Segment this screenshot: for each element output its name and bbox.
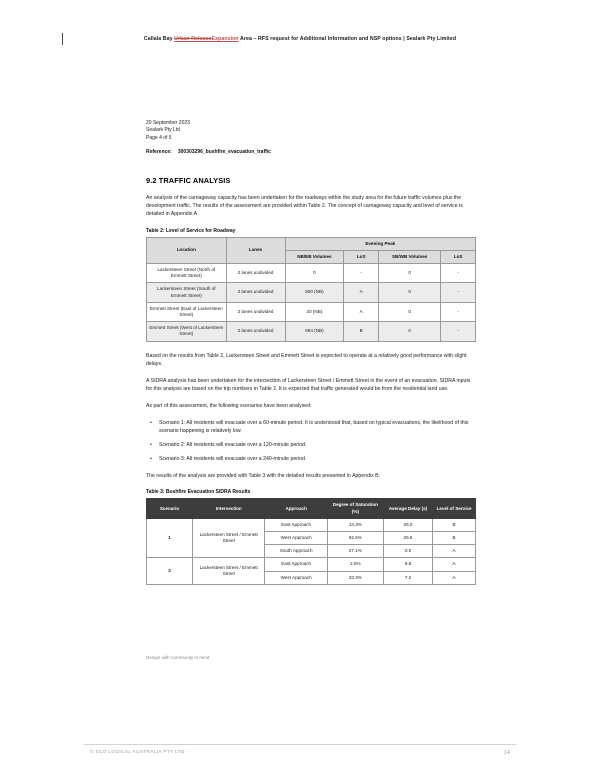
table2-cell-lanes: 2 lanes undivided [226,322,285,341]
table2-cell-location: Emmett Street (East of Lackersteen Street) [147,302,227,321]
table3-cell-degree: 33.3% [327,571,383,584]
table-row [147,302,476,321]
running-header-strikethrough: Urban Release [174,36,212,42]
table3-th-level: Level of Service [433,499,476,518]
table2-th-evening-peak: Evening Peak [285,237,476,250]
list-item: • Scenario 2: All residents will evacuate over a 120-minute period. [159,441,476,449]
table-row [147,322,476,341]
table3-th-delay: Average Delay (s) [383,499,432,518]
table2-th-los-1: LoS [344,250,379,263]
paragraph-analysis-intro-text: An analysis of the carriageway capacity has been undertaken for the roadways within the study area for the future traffic volumes plus the development traffic. The results of the assessment are provided within Table 2. The concept of carriageway capacity and level of service is detailed in Appendix A [146,195,463,218]
table2-cell-location: Lackersteen Street (North of Emmett Street) [147,263,227,282]
list-item: • Scenario 3: All residents will evacuate over a 240-minute period. [159,455,476,463]
table3-cell-approach: East Approach [265,518,328,531]
table3-cell-degree: 2.5% [327,558,383,571]
table2-cell-lanes: 2 lanes undivided [226,263,285,282]
table3-cell-level: A [433,571,476,584]
meta-page: Page 4 of 5 [146,134,172,141]
table3-th-intersection: Intersection [193,499,265,518]
table3-cell-approach: South Approach [265,545,328,558]
document-body [146,120,476,595]
meta-client: Sealark Pty Ltd [146,127,180,134]
table3-cell-degree: 27.1% [327,545,383,558]
tagline: Design with community in mind [146,655,210,660]
table2-cell-los2: - [441,322,476,341]
table-row [147,263,476,282]
table2-cell-los1: A [344,302,379,321]
table3-header-row [147,499,476,518]
reference-value: 300303296_bushfire_evacuation_traffic [177,149,271,156]
table2-cell-lanes: 2 lanes undivided [226,302,285,321]
table3-cell-intersection: Lackersteen Street / Emmett Street [193,558,265,584]
table2-cell-sbwb: 0 [378,283,440,302]
table3-cell-level: B [433,518,476,531]
table2-cell-nbeb: 0 [285,263,344,282]
table2-cell-los2: - [441,283,476,302]
paragraph-sidra-analysis: A SIDRA analysis has been undertaken for the intersection of Lackersteen Street / Emmett Street in the event of an evacuation. SIDRA inputs for this analysis are based on the trip numbers in Table 2. It is expected that traffic generated would be from the residential land use. [146,377,471,392]
table2-cell-los1: A [344,283,379,302]
table2-cell-location: Lackersteen Street (South of Emmett Street) [147,283,227,302]
table2-cell-los2: - [441,302,476,321]
section-heading: 9.2 TRAFFIC ANALYSIS [146,176,231,186]
document-meta [146,120,476,142]
table2-cell-sbwb: 0 [378,322,440,341]
table-level-of-service [146,237,476,342]
running-header [0,36,600,42]
table3-cell-approach: West Approach [265,571,328,584]
scenario-list [146,419,476,463]
paragraph-analysis-intro [146,194,476,218]
table2-cell-los2: - [441,263,476,282]
table2-cell-location: Emmett Street (West of Lackersteen Street) [147,322,227,341]
footer-divider [84,744,516,745]
table3-cell-delay: 0.0 [383,545,432,558]
table3-cell-scenario: 2 [147,558,193,584]
table3-th-scenario: Scenario [147,499,193,518]
table2-cell-nbeb: 20 (NB) [285,302,344,321]
table-row [147,283,476,302]
table3-cell-level: A [433,545,476,558]
table3-cell-approach: West Approach [265,532,328,545]
table3-cell-degree: 92.5% [327,532,383,545]
table3-th-degree: Degree of Saturation (%) [327,499,383,518]
table-sidra-results [146,498,476,584]
paragraph-results-summary: Based on the results from Table 2, Lackersteen Street and Emmett Street is expected to operate at a relatively good performance with slight delays. [146,352,467,367]
table3-cell-level: B [433,532,476,545]
running-header-prefix: Callala Bay [143,36,175,42]
reference-label: Reference: [146,149,172,156]
table2-header-row-1 [147,237,476,250]
table2-th-location: Location [147,237,227,263]
meta-date: 20 September 2023 [146,120,190,126]
list-item: • Scenario 1: All residents will evacuate over a 60-minute period. It is understood that, based on typical evacuations, the likelihood of this scenario happening is relatively low. [159,419,476,435]
table-row [147,558,476,571]
footer-copyright: © ECO LOGICAL AUSTRALIA PTY LTD [90,750,185,755]
table2-th-sbwb: SB/WB Volumes [378,250,440,263]
table3-caption: Table 3: Bushfire Evacuation SIDRA Results [146,489,251,496]
table2-cell-sbwb: 0 [378,302,440,321]
paragraph-table3-intro: The results of the analysis are provided with Table 3 with the detailed results presented in Appendix B. [146,473,381,480]
reference-line [146,149,476,155]
table3-cell-degree: 14.3% [327,518,383,531]
table2-cell-los1: - [344,263,379,282]
table2-th-nbeb: NB/EB Volumes [285,250,344,263]
paragraph-scenarios-intro: As part of this assessment, the following scenarios have been analysed: [146,402,312,409]
table2-cell-nbeb: 694 (NB) [285,322,344,341]
running-header-link[interactable]: Expansion [211,36,239,42]
table3-cell-delay: 26.0 [383,518,432,531]
table2-cell-los1: B [344,322,379,341]
table2-caption: Table 2: Level of Service for Roadway [146,227,236,234]
table3-th-approach: Approach [265,499,328,518]
table-row [147,518,476,531]
table3-cell-level: A [433,558,476,571]
table2-th-lanes: Lanes [226,237,285,263]
running-header-suffix: Area – RFS request for Additional Information and NSP options | Sealark Pty Limited [238,36,457,42]
table3-cell-delay: 9.8 [383,558,432,571]
table3-cell-approach: East Approach [265,558,328,571]
table3-cell-scenario: 1 [147,518,193,558]
table2-cell-nbeb: 500 (NB) [285,283,344,302]
table3-cell-delay: 25.6 [383,532,432,545]
table2-cell-lanes: 2 lanes undivided [226,283,285,302]
table2-cell-sbwb: 0 [378,263,440,282]
table2-th-los-2: LoS [441,250,476,263]
footer-page-number: 14 [504,750,510,756]
table3-cell-delay: 7.2 [383,571,432,584]
table3-cell-intersection: Lackersteen Street / Emmett Street [193,518,265,558]
